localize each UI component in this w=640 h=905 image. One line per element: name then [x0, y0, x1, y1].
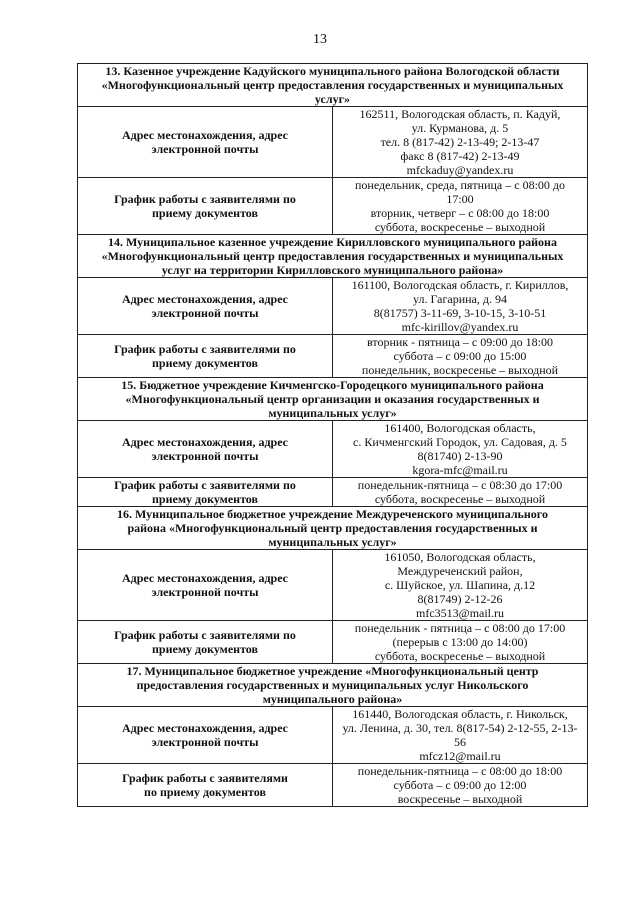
- address-line: mfcz12@mail.ru: [419, 749, 501, 763]
- address-line: mfckaduy@yandex.ru: [406, 163, 514, 177]
- section-title-line: «Многофункциональный центр организации и оказания государственных и: [125, 392, 540, 406]
- address-row: [78, 421, 588, 478]
- address-label-line: электронной почты: [151, 585, 259, 599]
- address-label-line: Адрес местонахождения, адрес: [121, 128, 289, 142]
- section-title: [78, 235, 588, 278]
- address-line: 161100, Вологодская область, г. Кириллов,: [351, 278, 569, 292]
- address-label-line: электронной почты: [151, 449, 259, 463]
- schedule-line: вторник - пятница – с 09:00 до 18:00: [367, 335, 553, 349]
- schedule-label: [78, 478, 333, 507]
- address-line: с. Кичменгский Городок, ул. Садовая, д. 5: [353, 435, 567, 449]
- address-label: [78, 550, 333, 621]
- address-line: mfc-kirillov@yandex.ru: [401, 320, 519, 334]
- schedule-label: [78, 178, 333, 235]
- schedule-label: [78, 335, 333, 378]
- schedule-row: [78, 764, 588, 807]
- address-line: с. Шуйское, ул. Шапина, д.12: [384, 578, 536, 592]
- section-title-line: 14. Муниципальное казенное учреждение Кирилловского муниципального района: [108, 235, 557, 249]
- address-line: 161400, Вологодская область,: [384, 421, 536, 435]
- section-title: [78, 664, 588, 707]
- address-line: ул. Ленина, д. 30, тел. 8(817-54) 2-12-55, 2-13-: [342, 721, 578, 735]
- address-line: ул. Гагарина, д. 94: [413, 292, 507, 306]
- address-line: ул. Курманова, д. 5: [411, 121, 509, 135]
- schedule-line: суббота, воскресенье – выходной: [374, 492, 546, 506]
- address-label: [78, 278, 333, 335]
- address-row: [78, 278, 588, 335]
- schedule-label-line: приему документов: [152, 642, 258, 656]
- address-label-line: Адрес местонахождения, адрес: [121, 721, 289, 735]
- address-row: [78, 707, 588, 764]
- schedule-label-line: по приему документов: [144, 785, 266, 799]
- schedule-value: [333, 764, 588, 807]
- section-title-line: муниципальных услуг»: [268, 535, 397, 549]
- address-label-line: Адрес местонахождения, адрес: [121, 435, 289, 449]
- address-label-line: электронной почты: [151, 142, 259, 156]
- section-title-line: района «Многофункциональный центр предоставления государственных и: [127, 521, 538, 535]
- address-value: [333, 278, 588, 335]
- address-value: [333, 421, 588, 478]
- section-title-line: предоставления государственных и муниципальных услуг Никольского: [136, 678, 529, 692]
- schedule-value: [333, 478, 588, 507]
- schedule-row: [78, 478, 588, 507]
- address-row: [78, 107, 588, 178]
- section-header-row: [78, 64, 588, 107]
- address-label-line: электронной почты: [151, 306, 259, 320]
- schedule-line: вторник, четверг – с 08:00 до 18:00: [370, 206, 550, 220]
- address-line: 8(81757) 3-11-69, 3-10-15, 3-10-51: [373, 306, 547, 320]
- address-line: 161050, Вологодская область,: [384, 550, 536, 564]
- schedule-label-line: График работы с заявителями по: [114, 342, 296, 356]
- section-header-row: [78, 664, 588, 707]
- address-line: 162511, Вологодская область, п. Кадуй,: [359, 107, 561, 121]
- schedule-line: понедельник, среда, пятница – с 08:00 до: [354, 178, 566, 192]
- section-title: [78, 64, 588, 107]
- section-title-line: «Многофункциональный центр предоставления государственных и муниципальных: [101, 249, 564, 263]
- address-line: тел. 8 (817-42) 2-13-49; 2-13-47: [380, 135, 540, 149]
- schedule-line: суббота – с 09:00 до 12:00: [393, 778, 527, 792]
- address-value: [333, 550, 588, 621]
- address-line: mfc3513@mail.ru: [415, 606, 505, 620]
- address-line: 8(81740) 2-13-90: [417, 449, 503, 463]
- schedule-value: [333, 335, 588, 378]
- address-line: kgora-mfc@mail.ru: [412, 463, 508, 477]
- address-label-line: Адрес местонахождения, адрес: [121, 292, 289, 306]
- section-title-line: 17. Муниципальное бюджетное учреждение «Многофункциональный центр: [126, 664, 539, 678]
- schedule-label-line: График работы с заявителями по: [114, 192, 296, 206]
- section-title-line: муниципальных услуг»: [268, 406, 397, 420]
- section-title: [78, 378, 588, 421]
- schedule-label-line: График работы с заявителями: [122, 771, 288, 785]
- address-line: 161440, Вологодская область, г. Никольск,: [352, 707, 568, 721]
- section-title-line: муниципального района»: [262, 692, 403, 706]
- offices-table: [77, 63, 588, 807]
- schedule-label: [78, 764, 333, 807]
- schedule-line: суббота, воскресенье – выходной: [374, 649, 546, 663]
- schedule-line: понедельник-пятница – с 08:30 до 17:00: [357, 478, 563, 492]
- schedule-line: понедельник, воскресенье – выходной: [361, 363, 559, 377]
- schedule-line: 17:00: [446, 192, 474, 206]
- section-title-line: 15. Бюджетное учреждение Кичменгско-Городецкого муниципального района: [121, 378, 544, 392]
- schedule-label-line: приему документов: [152, 356, 258, 370]
- schedule-line: (перерыв с 13:00 до 14:00): [392, 635, 528, 649]
- address-label: [78, 707, 333, 764]
- address-value: [333, 107, 588, 178]
- page-number: 13: [313, 32, 327, 47]
- schedule-row: [78, 335, 588, 378]
- schedule-row: [78, 178, 588, 235]
- schedule-row: [78, 621, 588, 664]
- address-line: 56: [454, 735, 466, 749]
- section-title-line: 13. Казенное учреждение Кадуйского муниципального района Вологодской области: [105, 64, 560, 78]
- schedule-label-line: приему документов: [152, 206, 258, 220]
- address-line: 8(81749) 2-12-26: [417, 592, 503, 606]
- address-line: Междуреченский район,: [397, 564, 523, 578]
- schedule-line: суббота, воскресенье – выходной: [374, 220, 546, 234]
- address-row: [78, 550, 588, 621]
- section-title: [78, 507, 588, 550]
- schedule-value: [333, 178, 588, 235]
- schedule-line: воскресенье – выходной: [397, 792, 523, 806]
- schedule-label-line: График работы с заявителями по: [114, 478, 296, 492]
- section-title-line: услуг»: [314, 92, 351, 106]
- address-label: [78, 107, 333, 178]
- schedule-label: [78, 621, 333, 664]
- schedule-line: понедельник-пятница – с 08:00 до 18:00: [357, 764, 563, 778]
- address-label-line: Адрес местонахождения, адрес: [121, 571, 289, 585]
- address-line: факс 8 (817-42) 2-13-49: [400, 149, 520, 163]
- address-value: [333, 707, 588, 764]
- schedule-value: [333, 621, 588, 664]
- section-title-line: «Многофункциональный центр предоставления государственных и муниципальных: [101, 78, 564, 92]
- section-header-row: [78, 507, 588, 550]
- address-label: [78, 421, 333, 478]
- section-title-line: услуг на территории Кирилловского муниципального района»: [161, 263, 504, 277]
- schedule-line: суббота – с 09:00 до 15:00: [393, 349, 527, 363]
- schedule-label-line: приему документов: [152, 492, 258, 506]
- section-header-row: [78, 235, 588, 278]
- section-title-line: 16. Муниципальное бюджетное учреждение Междуреченского муниципального: [117, 507, 548, 521]
- section-header-row: [78, 378, 588, 421]
- address-label-line: электронной почты: [151, 735, 259, 749]
- schedule-line: понедельник - пятница – с 08:00 до 17:00: [354, 621, 566, 635]
- schedule-label-line: График работы с заявителями по: [114, 628, 296, 642]
